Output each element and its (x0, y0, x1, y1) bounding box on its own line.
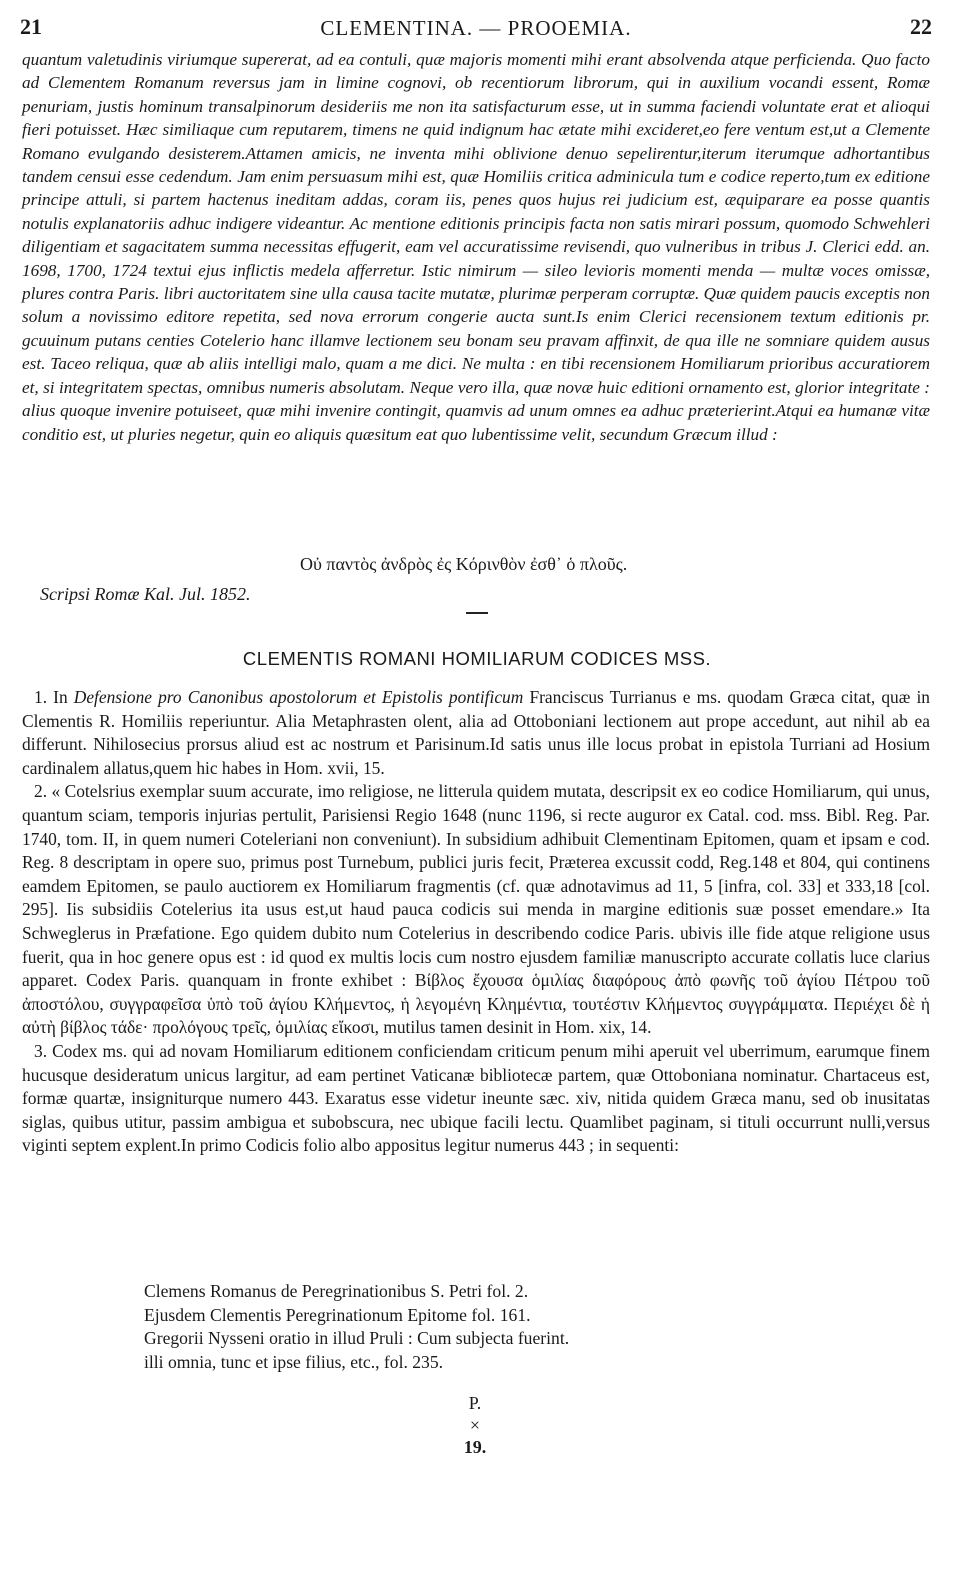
paragraph-1-lead: In (47, 687, 74, 707)
page-number-left: 21 (20, 14, 42, 39)
paragraph-1 (22, 686, 930, 780)
page-header (20, 14, 932, 48)
page-number-right: 22 (910, 14, 932, 39)
manuscript-item: Clemens Romanus de Peregrinationibus S. Petri fol. 2. (144, 1281, 529, 1301)
signature-line: Scripsi Romæ Kal. Jul. 1852. (40, 584, 251, 604)
manuscript-contents-list (144, 1280, 569, 1374)
codices-body (22, 686, 930, 1158)
signature-number: 19. (463, 1437, 487, 1457)
preface-text (22, 48, 930, 446)
section-title: CLEMENTIS ROMANI HOMILIARUM CODICES MSS. (242, 648, 712, 669)
manuscript-item: Ejusdem Clementis Peregrinationum Epitome fol. 161. (144, 1304, 531, 1325)
greek-quote: Οὐ παντὸς ἀνδρὸς ἐς Κόρινθὸν ἐσθ᾽ ὁ πλοῦς. (300, 554, 628, 574)
paragraph-1-rest: Franciscus Turrianus e ms. quodam Græca citat, quæ in Clementis R. Homiliis reperiuntur. Alia Metaphrasten olent, alia ad Ottoboniani lectionem aut prope accedunt, aut nihil ab ea differunt. Nihilosecius prorsus aliud est ac nostrum et Parisinum.Id satis unus ille locus probat in epistola Turriani ad Hosium cardinalem allatus,quem hic habes in Hom. xvii, 15. (22, 687, 930, 778)
paragraph-2: 2. « Cotelsrius exemplar suum accurate, imo religiose, ne litterula quidem mutata, descripsit ex eo codice Homiliarum, qui unus, quantum sciam, temporis injurias pertulit, Parisiensi Regio 1648 (nunc 1196, si recte auguror ex Catal. cod. mss. Bibl. Reg. Par. 1740, tom. II, in quem numeri Coteleriani non conveniunt). In subsidium adhibuit Clementinam Epitomen, quam et ipsam e cod. Reg. 8 descriptam in opere suo, primus post Turnebum, publici juris fecit, Præterea excussit codd, Reg.148 et 804, qui continens eamdem Epitomen, se paulo auctiorem ex Homiliarum fragmentis (cf. quæ adnotavimus ad 11, 5 [infra, col. 33] et 333,18 [col. 295]. Iis subsidiis Cotelerius ita usus est,ut haud pauca codicis sui menda in margine editionis suæ posset emendare.» Ita Schweglerus in Præfatione. Ego quidem dubito num Cotelerius in describendo codice Paris. ubivis ille fide atque religione usus fuerit, qua in hoc genere opus est : id quod ex multis locis cum nostro ejusdem familiæ manuscripto accurate collatis luce clarius apparet. Codex Paris. quanquam in fronte exhibet : Βίβλος ἔχουσα ὁμιλίας διαφόρους ἀπὸ φωνῆς τοῦ ἁγίου Πέτρου τοῦ ἀποστόλου, συγγραφεῖσα ὑπὸ τοῦ ἁγίου Κλήμεντος, ἡ λεγομένη Κλημέντια, τουτέστιν Κλήμεντος συγγράμματα. Περιέχει δὲ ἡ αὐτὴ βίβλος τάδε· προλόγους τρεῖς, ὁμιλίας εἴκοσι, mutilus tamen desinit in Hom. xix, 14. (22, 781, 930, 1038)
manuscript-item: Gregorii Nysseni oratio in illud Pruli : Cum subjecta fuerint. (144, 1328, 570, 1349)
paragraph-1-work-title: Defensione pro Canonibus apostolorum et Epistolis pontificum (73, 687, 524, 707)
closing-block (40, 550, 914, 610)
printer-signature-mark (455, 1392, 495, 1458)
signature-letter: P. (468, 1393, 482, 1413)
signature-cross: × (469, 1415, 481, 1435)
paragraph-3: 3. Codex ms. qui ad novam Homiliarum editionem conficiendam criticum penum mihi aperuit vel uberrimum, earumque finem hucusque desideratum unicus largitur, ad eam pertinet Vaticanæ bibliotecæ partem, quæ Ottoboniana nominatur. Chartaceus est, formæ quartæ, insigniturque numero 443. Exaratus esse videtur ineunte sæc. xiv, nitida quidem Græca manu, sed ob inusitatas siglas, quibus utitur, passim ambigua et subobscura, nec ubique facili lectu. Quamlibet paginam, si tituli occurrunt nulli,versus viginti septem explent.In primo Codicis folio albo appositus legitur numerus 443 ; in sequenti: (22, 1040, 930, 1156)
paragraph-1-number: 1. (34, 687, 48, 707)
section-divider (466, 612, 488, 614)
running-title: CLEMENTINA. — PROOEMIA. (320, 16, 632, 40)
manuscript-item: illi omnia, tunc et ipse filius, etc., fol. 235. (144, 1351, 444, 1372)
preface-paragraph: quantum valetudinis viriumque supererat, ad ea contuli, quæ majoris momenti mihi erant absolvenda atque perficienda. Quo facto ad Clementem Romanum reversus jam in limine cognovi, ob recentiorum librorum, qui in auxilium vocandi essent, Romæ penuriam, justis hominum transalpinorum desideriis me non ita satisfacturum esse, ut in summa faciendi voluntate erat et alioqui fieri potuisset. Hæc similiaque cum reputarem, timens ne quid indignum hac ætate mihi excideret,eo fere ventum est,ut a Clemente Romano evulgando desisterem.Attamen amicis, ne inventa mihi oblivione denuo sepelirentur,iterum iterumque adhortantibus tandem censui esse cedendum. Jam enim persuasum mihi est, quæ Homiliis critica adminicula tum e codice reperto,tum ex editione principe attuli, si partem hactenus ineditam addas, coram iis, penes quos hujus rei judicium est, æquiparare ea posse quantis notulis explanatoriis adhuc indigere videantur. Ac mentione editionis principis facta non satis mirari possum, quomodo Schwehleri diligentiam et sagacitatem summa necessitas effugerit, eam vel accuratissime revisendi, quo vulneribus in tribus J. Clerici edd. an. 1698, 1700, 1724 textui ejus inflictis medela afferretur. Istic nimirum — sileo levioris momenti menda — multæ voces omissæ, plures contra Paris. libri auctoritatem sine ulla causa tacite mutatæ, plurimæ perperam corruptæ. Quæ quidem paucis exceptis non solum a novissimo editore repetita, sed nova errorum congerie aucta sunt.Is enim Clerici recensionem textum editionis pr. gcuuinum putans centies Cotelerio hanc illamve lectionem seu bonam seu pravam affinxit, de qua ille ne somniare quidem ausus est. Taceo reliqua, quæ ab aliis intelligi malo, quam a me dici. Ne multa : en tibi recensionem Homiliarum prioribus accuratiorem et, si integritatem spectas, omnibus numeris absolutam. Neque vero illa, quæ novæ huic editioni ornamento est, glorior integritate : alius quoque invenire potuiseet, quæ mihi invenire contingit, quamvis ad unum omnes ea adhuc præterierint.Atqui ea humanæ vitæ conditio est, ut pluries negetur, quin eo aliquis quæsitum eat quo lubentissime velit, secundum Græcum illud : (22, 50, 930, 444)
